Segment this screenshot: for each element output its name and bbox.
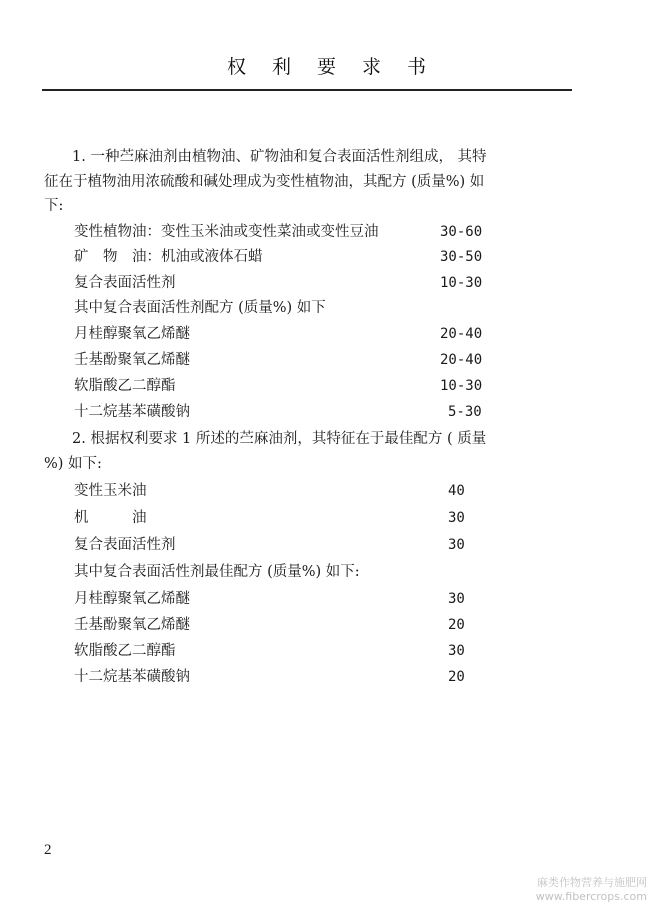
claim-1-sub-row-value: 20-40 [440, 352, 483, 368]
claim-1-sub-row-label: 月桂醇聚氧乙烯醚 [74, 326, 190, 342]
claim-2-row-value: 40 [448, 483, 465, 499]
claim-2-line-2: %) 如下: [44, 456, 102, 472]
claim-1-line-2: 征在于植物油用浓硫酸和碱处理成为变性植物油，其配方 (质量%) 如 [44, 174, 485, 190]
watermark-line-2: www.fibercrops.com [535, 890, 647, 903]
claim-1-row-value: 10-30 [440, 275, 483, 291]
claim-2-sub-row-value: 30 [448, 591, 465, 607]
claim-2-line-1: 2. 根据权利要求 1 所述的苎麻油剂，其特征在于最佳配方 ( 质量 [72, 431, 487, 447]
claim-2-row-value: 30 [448, 537, 465, 553]
claim-1-sub-heading: 其中复合表面活性剂配方 (质量%) 如下 [74, 300, 326, 316]
claim-1-sub-row-value: 10-30 [440, 378, 483, 394]
claim-1-row-label: 复合表面活性剂 [74, 275, 176, 291]
claim-1-sub-row-label: 软脂酸乙二醇酯 [74, 378, 176, 394]
claim-2-sub-row-label: 十二烷基苯磺酸钠 [74, 669, 190, 685]
watermark-line-1: 麻类作物营养与施肥网 [537, 876, 647, 889]
claim-2-row-value: 30 [448, 510, 465, 526]
claim-2-row-label: 变性玉米油 [74, 483, 147, 499]
claim-2-sub-row-label: 软脂酸乙二醇酯 [74, 643, 176, 659]
claim-2-sub-row-label: 月桂醇聚氧乙烯醚 [74, 591, 190, 607]
claim-2-sub-row-value: 20 [448, 617, 465, 633]
claim-2-row-label: 机 油 [74, 510, 147, 526]
claim-1-row-value: 30-50 [440, 249, 483, 265]
page-title: 权利要求书 [226, 56, 452, 78]
claim-2-row-label: 复合表面活性剂 [74, 537, 176, 553]
claim-1-line-1: 1. 一种苎麻油剂由植物油、矿物油和复合表面活性剂组成， 其特 [72, 149, 487, 165]
header-divider [42, 89, 572, 91]
page-number: 2 [44, 842, 52, 858]
claim-1-row-value: 30-60 [440, 224, 483, 240]
claim-2-sub-heading: 其中复合表面活性剂最佳配方 (质量%) 如下: [74, 564, 360, 580]
claim-1-sub-row-value: 5-30 [448, 404, 482, 420]
claim-2-sub-row-value: 30 [448, 643, 465, 659]
claim-1-row-label: 变性植物油：变性玉米油或变性菜油或变性豆油 [74, 224, 379, 240]
claim-1-row-label: 矿 物 油：机油或液体石蜡 [74, 249, 263, 265]
claim-1-sub-row-label: 十二烷基苯磺酸钠 [74, 404, 190, 420]
claim-1-line-3: 下: [44, 198, 64, 214]
claim-2-sub-row-label: 壬基酚聚氧乙烯醚 [74, 617, 190, 633]
claim-2-sub-row-value: 20 [448, 669, 465, 685]
claim-1-sub-row-value: 20-40 [440, 326, 483, 342]
claim-1-sub-row-label: 壬基酚聚氧乙烯醚 [74, 352, 190, 368]
site-watermark [536, 876, 647, 904]
